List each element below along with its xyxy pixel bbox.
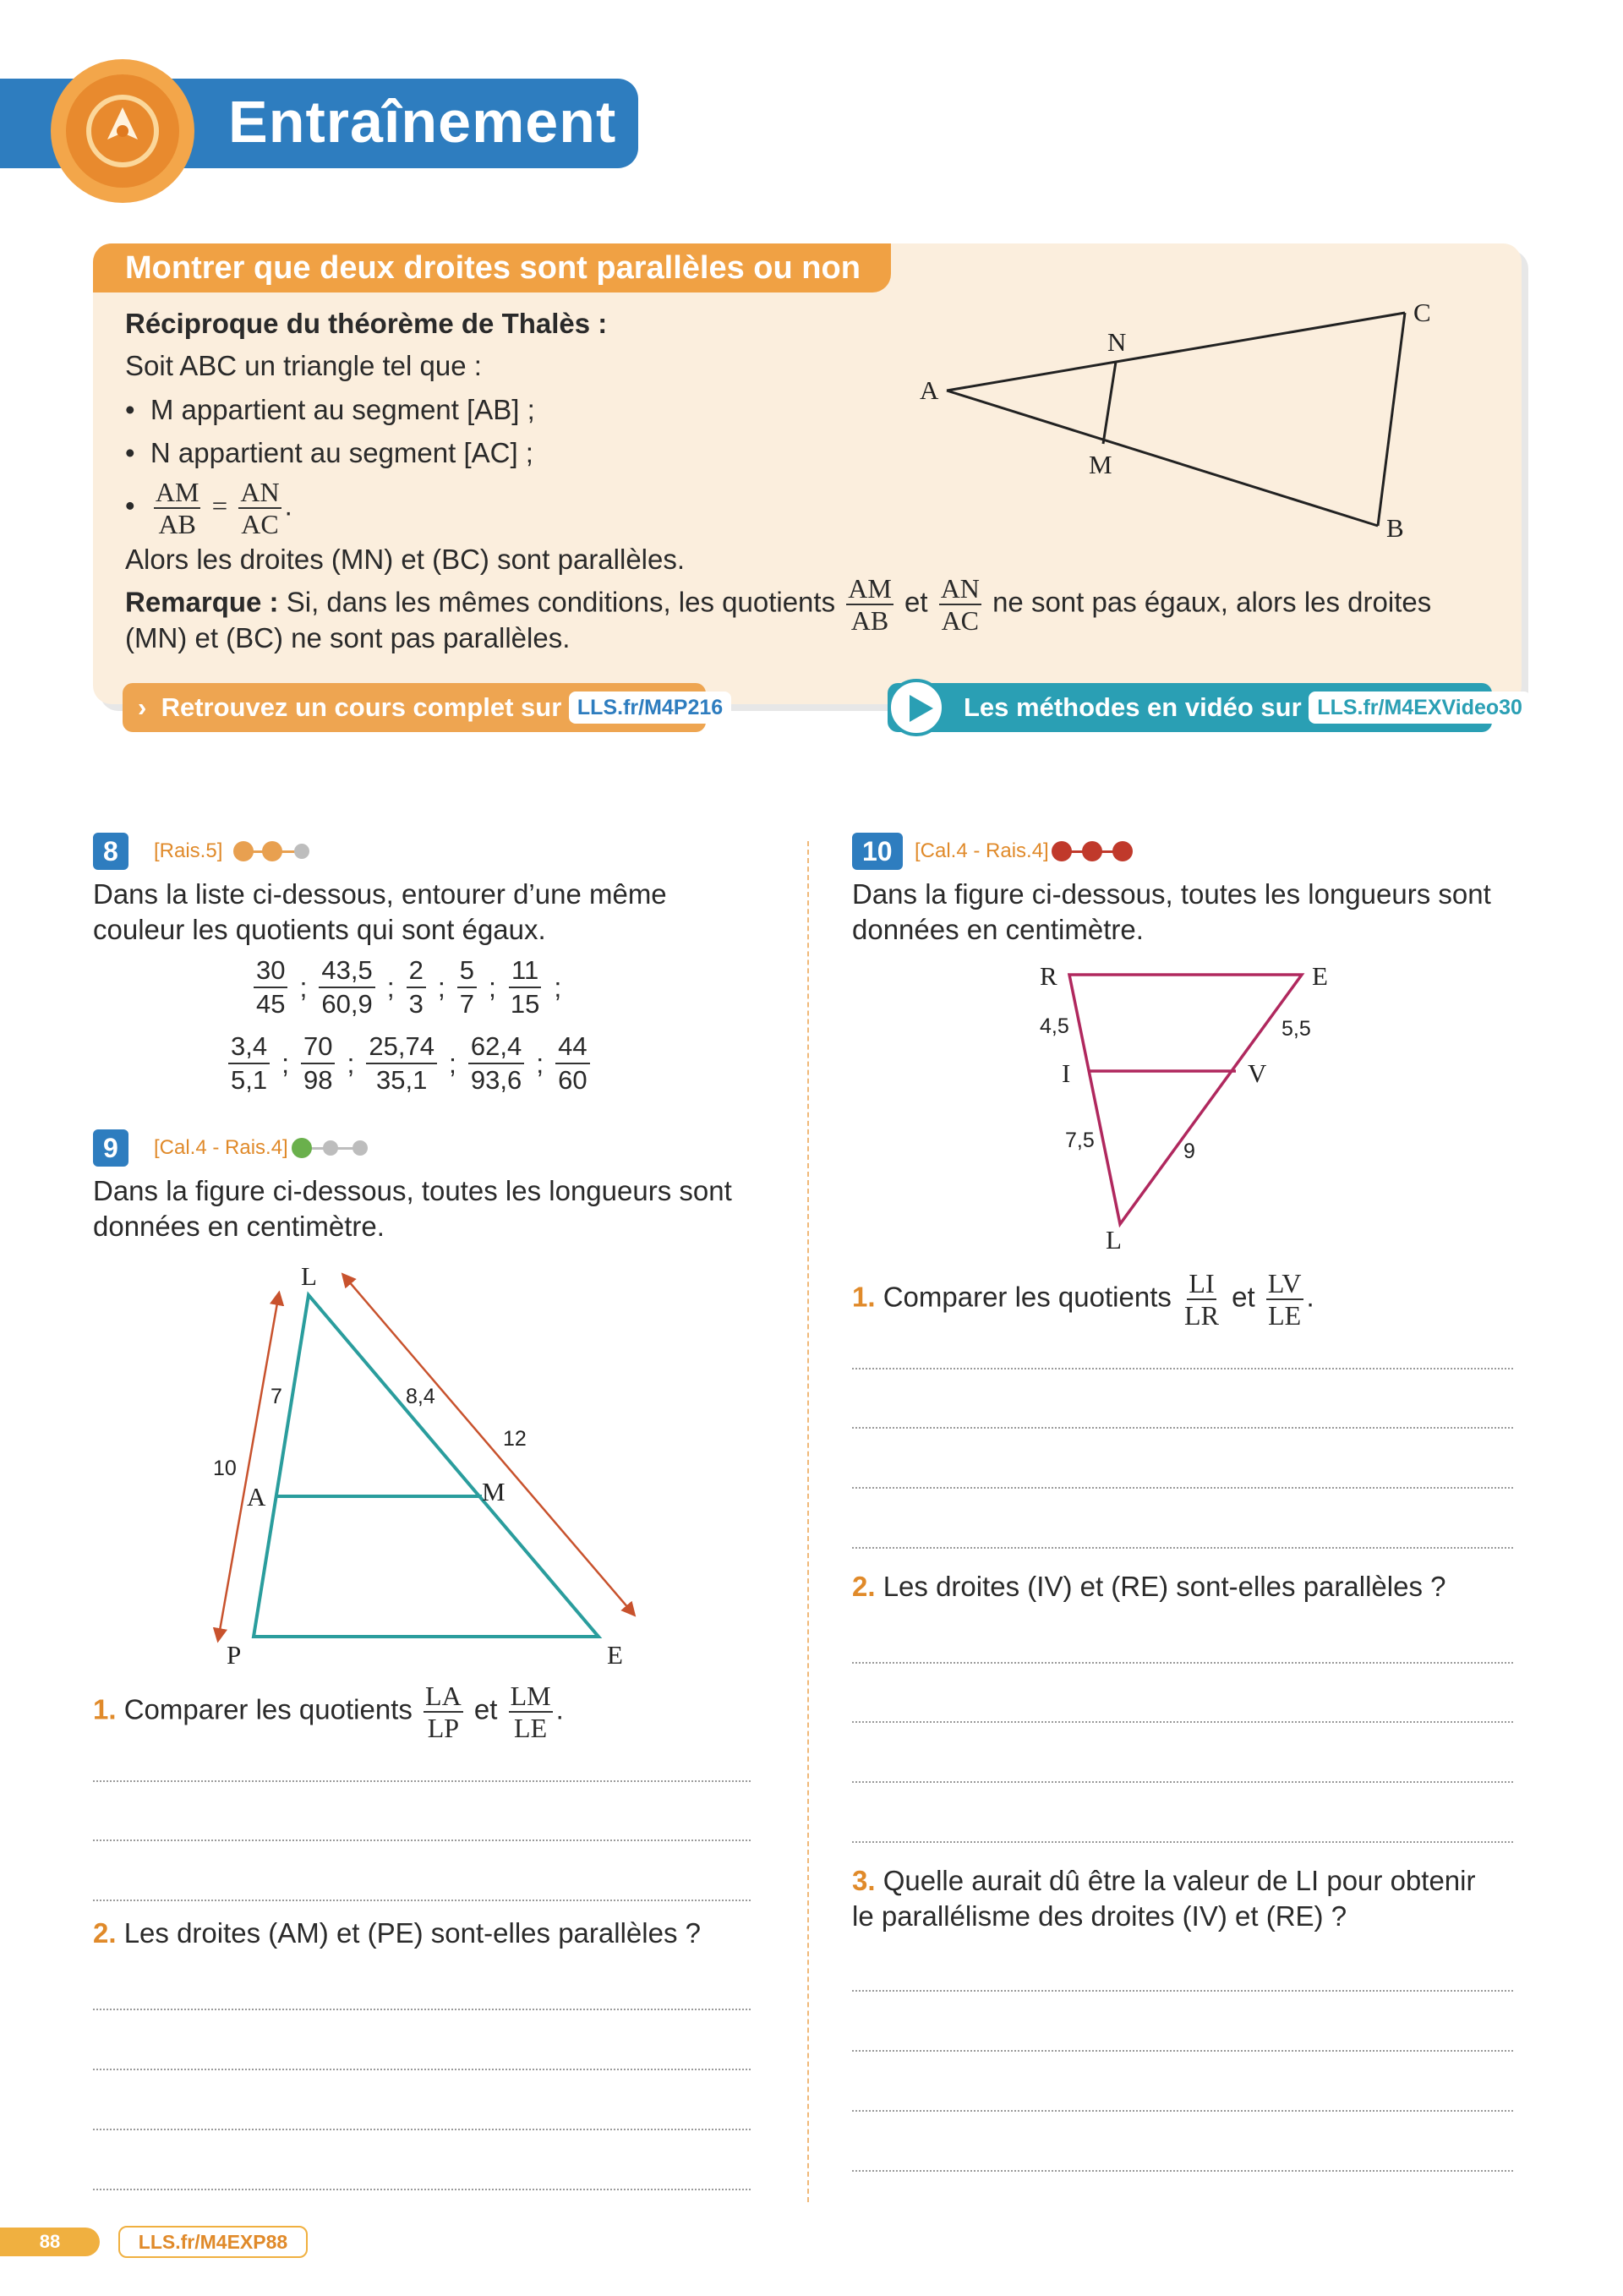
difficulty-dot-icon bbox=[1082, 841, 1102, 861]
exercise-9-q1 bbox=[93, 1682, 564, 1741]
quotient-num: 5 bbox=[457, 957, 477, 988]
exercise-9-number: 9 bbox=[93, 1129, 128, 1167]
answer-line[interactable] bbox=[852, 2050, 1513, 2052]
quotient-num: 44 bbox=[555, 1033, 589, 1064]
ratio-den-2: AC bbox=[241, 509, 279, 539]
quotient-num: 62,4 bbox=[468, 1033, 524, 1064]
footer-link[interactable]: LLS.fr/M4EXP88 bbox=[118, 2226, 308, 2258]
exercise-10-number: 10 bbox=[852, 833, 903, 870]
ratio-num-2: AN bbox=[240, 477, 280, 507]
q2-number: 2. bbox=[93, 1917, 117, 1949]
exercise-9-tag: [Cal.4 - Rais.4] bbox=[154, 1136, 288, 1159]
exercise-8-text-2: couleur les quotients qui sont égaux. bbox=[93, 914, 546, 945]
label-l: L bbox=[1106, 1225, 1122, 1255]
exercise-8-tag: [Rais.5] bbox=[154, 839, 223, 862]
quotient-den: 98 bbox=[303, 1064, 333, 1095]
difficulty-dot-icon bbox=[262, 841, 282, 861]
q1-text: Comparer les quotients bbox=[883, 1281, 1172, 1313]
answer-line[interactable] bbox=[93, 2009, 751, 2010]
quotient-den: 60,9 bbox=[321, 988, 373, 1019]
exercise-10-q3-line2: le parallélisme des droites (IV) et (RE) ? bbox=[852, 1900, 1347, 1932]
ratio-num-1: AM bbox=[155, 477, 199, 507]
quotient[interactable] bbox=[468, 1033, 524, 1094]
video-link-end: . bbox=[1530, 692, 1538, 722]
ratio-den-1: AB bbox=[158, 509, 196, 539]
length-lp: 10 bbox=[213, 1457, 237, 1480]
quotient-num: 11 bbox=[509, 957, 541, 988]
triangle-lpe bbox=[254, 1295, 598, 1637]
length-ev: 5,5 bbox=[1281, 1017, 1311, 1041]
answer-line[interactable] bbox=[93, 1780, 751, 1782]
quotient[interactable] bbox=[254, 957, 287, 1018]
remark-and: et bbox=[904, 586, 928, 618]
label-e: E bbox=[607, 1640, 623, 1670]
separator: ; bbox=[437, 971, 445, 1003]
q1-and: et bbox=[1232, 1281, 1255, 1313]
quotient[interactable] bbox=[457, 957, 477, 1018]
method-title: Montrer que deux droites sont parallèles ou non bbox=[93, 243, 891, 292]
answer-line[interactable] bbox=[852, 1990, 1513, 1992]
difficulty-dots-9 bbox=[292, 1138, 371, 1160]
answer-line[interactable] bbox=[852, 1487, 1513, 1489]
ratio-la-lp bbox=[424, 1682, 463, 1741]
answer-line[interactable] bbox=[852, 1427, 1513, 1429]
quotient-num: 30 bbox=[254, 957, 287, 988]
separator: ; bbox=[448, 1047, 456, 1079]
quotient-den: 93,6 bbox=[470, 1064, 522, 1095]
ratio-den: LP bbox=[427, 1713, 460, 1743]
length-ri: 4,5 bbox=[1040, 1014, 1069, 1038]
segment-ab bbox=[947, 391, 1378, 526]
ratio-num: LM bbox=[510, 1681, 551, 1711]
quotient-den: 45 bbox=[256, 988, 286, 1019]
separator: ; bbox=[386, 971, 395, 1003]
condition-1: • M appartient au segment [AB] ; bbox=[125, 394, 535, 425]
separator: ; bbox=[554, 971, 562, 1003]
ratio-den: LE bbox=[1268, 1300, 1302, 1331]
condition-2-text: N appartient au segment [AC] ; bbox=[150, 437, 533, 468]
separator: ; bbox=[536, 1047, 544, 1079]
course-link[interactable] bbox=[123, 683, 739, 732]
remark-den-1: AB bbox=[850, 605, 889, 636]
q2-number: 2. bbox=[852, 1571, 876, 1602]
page-title: Entraînement bbox=[228, 89, 617, 155]
answer-line[interactable] bbox=[852, 1662, 1513, 1664]
label-c: C bbox=[1413, 298, 1431, 327]
separator: ; bbox=[489, 971, 496, 1003]
quotient[interactable] bbox=[555, 1033, 589, 1094]
exercise-9-text-1: Dans la figure ci-dessous, toutes les longueurs sont bbox=[93, 1175, 732, 1206]
ratio-am-ab bbox=[154, 478, 201, 538]
label-v: V bbox=[1248, 1058, 1267, 1088]
label-m: M bbox=[1089, 450, 1112, 479]
theorem-title-text: Réciproque du théorème de Thalès : bbox=[125, 308, 608, 339]
difficulty-dot-icon bbox=[352, 1140, 368, 1156]
exercise-9-text-2: données en centimètre. bbox=[93, 1211, 385, 1242]
theorem-conclusion: Alors les droites (MN) et (BC) sont parallèles. bbox=[125, 544, 686, 575]
answer-line[interactable] bbox=[852, 2170, 1513, 2172]
q1-end: . bbox=[555, 1693, 564, 1725]
answer-line[interactable] bbox=[852, 2110, 1513, 2112]
label-a: A bbox=[920, 375, 939, 405]
q1-text: Comparer les quotients bbox=[123, 1693, 413, 1725]
triangle-rel bbox=[1069, 975, 1302, 1224]
ratio-num: LA bbox=[425, 1681, 462, 1711]
course-link-label: Retrouvez un cours complet sur bbox=[161, 692, 562, 722]
label-r: R bbox=[1040, 961, 1057, 991]
remark-num-1: AM bbox=[848, 573, 892, 604]
remark-part-1: Si, dans les mêmes conditions, les quotients bbox=[286, 586, 836, 618]
label-a: A bbox=[247, 1482, 266, 1512]
course-link-code[interactable]: LLS.fr/M4P216 bbox=[569, 692, 731, 724]
ratio-lv-le bbox=[1266, 1270, 1303, 1329]
difficulty-dot-icon bbox=[1112, 841, 1133, 861]
ratio-num: LI bbox=[1189, 1268, 1215, 1298]
condition-1-text: M appartient au segment [AB] ; bbox=[150, 394, 535, 425]
separator: ; bbox=[299, 971, 308, 1003]
exercise-10-q2 bbox=[852, 1568, 1445, 1604]
separator: ; bbox=[281, 1047, 289, 1079]
remark-label: Remarque : bbox=[125, 586, 279, 618]
exercise-10-q3 bbox=[852, 1862, 1475, 1899]
q3-text-1: Quelle aurait dû être la valeur de LI pour obtenir bbox=[883, 1865, 1476, 1896]
difficulty-dot-icon bbox=[233, 841, 254, 861]
quotient-num: 70 bbox=[301, 1033, 335, 1064]
difficulty-dot-icon bbox=[292, 1138, 312, 1158]
exercise-8-text-1: Dans la liste ci-dessous, entourer d’une même bbox=[93, 878, 667, 910]
answer-line[interactable] bbox=[93, 1900, 751, 1901]
label-b: B bbox=[1386, 513, 1404, 543]
segment-bc bbox=[1378, 313, 1405, 526]
quotient[interactable] bbox=[508, 957, 542, 1018]
exercise-10-figure bbox=[1014, 951, 1352, 1264]
difficulty-dots-10 bbox=[1052, 841, 1134, 863]
difficulty-dot-icon bbox=[1052, 841, 1072, 861]
play-icon[interactable] bbox=[888, 679, 945, 736]
theorem-intro: Soit ABC un triangle tel que : bbox=[125, 350, 482, 381]
label-p: P bbox=[227, 1640, 242, 1670]
video-link-code[interactable]: LLS.fr/M4EXVideo30 bbox=[1309, 692, 1531, 724]
length-il: 7,5 bbox=[1065, 1129, 1095, 1152]
q2-text: Les droites (AM) et (PE) sont-elles parallèles ? bbox=[123, 1917, 701, 1949]
answer-line[interactable] bbox=[852, 1781, 1513, 1783]
answer-line[interactable] bbox=[93, 2069, 751, 2070]
remark-num-2: AN bbox=[940, 573, 980, 604]
ratio-an-ac bbox=[238, 478, 281, 538]
answer-line[interactable] bbox=[852, 1841, 1513, 1843]
ratio-eq: = bbox=[211, 491, 228, 522]
q3-number: 3. bbox=[852, 1865, 876, 1896]
quotient-num: 43,5 bbox=[319, 957, 374, 988]
quotient-num: 25,74 bbox=[366, 1033, 437, 1064]
answer-line[interactable] bbox=[93, 2189, 751, 2190]
course-link-end: . bbox=[731, 692, 739, 722]
ratio-lm-le bbox=[509, 1682, 553, 1741]
separator: ; bbox=[347, 1047, 355, 1079]
label-n: N bbox=[1107, 327, 1127, 357]
answer-line[interactable] bbox=[93, 1840, 751, 1841]
quotient-den: 3 bbox=[408, 988, 424, 1019]
difficulty-dot-icon bbox=[294, 844, 309, 859]
quotient-den: 60 bbox=[558, 1064, 587, 1095]
quotient[interactable] bbox=[301, 1033, 335, 1094]
label-i: I bbox=[1062, 1058, 1071, 1088]
quotient[interactable] bbox=[407, 957, 426, 1018]
remark-ratio-2 bbox=[939, 575, 981, 634]
remark-line-2: (MN) et (BC) ne sont pas parallèles. bbox=[125, 622, 571, 653]
ratio-den: LR bbox=[1184, 1300, 1219, 1331]
difficulty-dots-8 bbox=[233, 841, 313, 863]
label-e: E bbox=[1312, 961, 1328, 991]
exercise-9-figure bbox=[194, 1251, 668, 1674]
ratio-li-lr bbox=[1183, 1270, 1221, 1329]
q1-end: . bbox=[1306, 1281, 1314, 1313]
chevron-right-icon: › bbox=[138, 692, 154, 722]
length-lm: 8,4 bbox=[406, 1385, 435, 1408]
page-number: 88 bbox=[0, 2228, 100, 2256]
q1-number: 1. bbox=[93, 1693, 117, 1725]
exercise-10-tag: [Cal.4 - Rais.4] bbox=[915, 839, 1049, 862]
video-link-label: Les méthodes en vidéo sur bbox=[964, 692, 1302, 722]
remark-part-2: ne sont pas égaux, alors les droites bbox=[992, 586, 1432, 618]
q1-number: 1. bbox=[852, 1281, 876, 1313]
ratio-den: LE bbox=[514, 1713, 548, 1743]
exercise-9-q2 bbox=[93, 1915, 701, 1951]
length-le: 12 bbox=[503, 1427, 527, 1451]
quotient-den: 15 bbox=[510, 988, 540, 1019]
answer-line[interactable] bbox=[852, 1721, 1513, 1723]
quotient-num: 2 bbox=[407, 957, 426, 988]
method-triangle-figure bbox=[904, 296, 1462, 549]
difficulty-dot-icon bbox=[323, 1140, 338, 1156]
q2-text: Les droites (IV) et (RE) sont-elles parallèles ? bbox=[883, 1571, 1446, 1602]
answer-line[interactable] bbox=[852, 1547, 1513, 1549]
label-l: L bbox=[301, 1261, 317, 1291]
dimension-le bbox=[343, 1275, 634, 1615]
ratio-num: LV bbox=[1267, 1268, 1302, 1298]
quotient-row-1 bbox=[254, 957, 573, 1018]
column-separator bbox=[807, 841, 809, 2202]
exercise-10-q1 bbox=[852, 1270, 1314, 1329]
remark-den-2: AC bbox=[941, 605, 980, 636]
quotient-den: 5,1 bbox=[231, 1064, 268, 1095]
condition-3: • $\frac{AM}{AB}$ = $\frac{AN}{AC}$ . bbox=[125, 477, 292, 539]
segment-mn bbox=[1103, 362, 1116, 444]
quotient-den: 35,1 bbox=[375, 1064, 428, 1095]
answer-line[interactable] bbox=[852, 1368, 1513, 1369]
segment-ac bbox=[947, 313, 1405, 391]
label-m: M bbox=[482, 1477, 505, 1506]
quotient-num: 3,4 bbox=[228, 1033, 270, 1064]
quotient[interactable] bbox=[319, 957, 374, 1018]
remark-ratio-1 bbox=[846, 575, 893, 634]
length-vl: 9 bbox=[1183, 1140, 1195, 1163]
quotient-den: 7 bbox=[459, 988, 474, 1019]
q1-and: et bbox=[473, 1693, 498, 1725]
exercise-10-text-2: données en centimètre. bbox=[852, 914, 1144, 945]
quotient[interactable] bbox=[366, 1033, 437, 1094]
compass-icon bbox=[80, 89, 165, 173]
quotient[interactable] bbox=[228, 1033, 270, 1094]
quotient-row-2 bbox=[228, 1033, 590, 1094]
answer-line[interactable] bbox=[93, 2129, 751, 2130]
ratio-end: . bbox=[284, 489, 292, 522]
theorem-title bbox=[125, 308, 607, 340]
video-link[interactable] bbox=[888, 683, 1538, 732]
exercise-10-text-1: Dans la figure ci-dessous, toutes les longueurs sont bbox=[852, 878, 1491, 910]
length-la: 7 bbox=[270, 1385, 282, 1408]
exercise-8-number: 8 bbox=[93, 833, 128, 870]
condition-2: • N appartient au segment [AC] ; bbox=[125, 437, 533, 468]
